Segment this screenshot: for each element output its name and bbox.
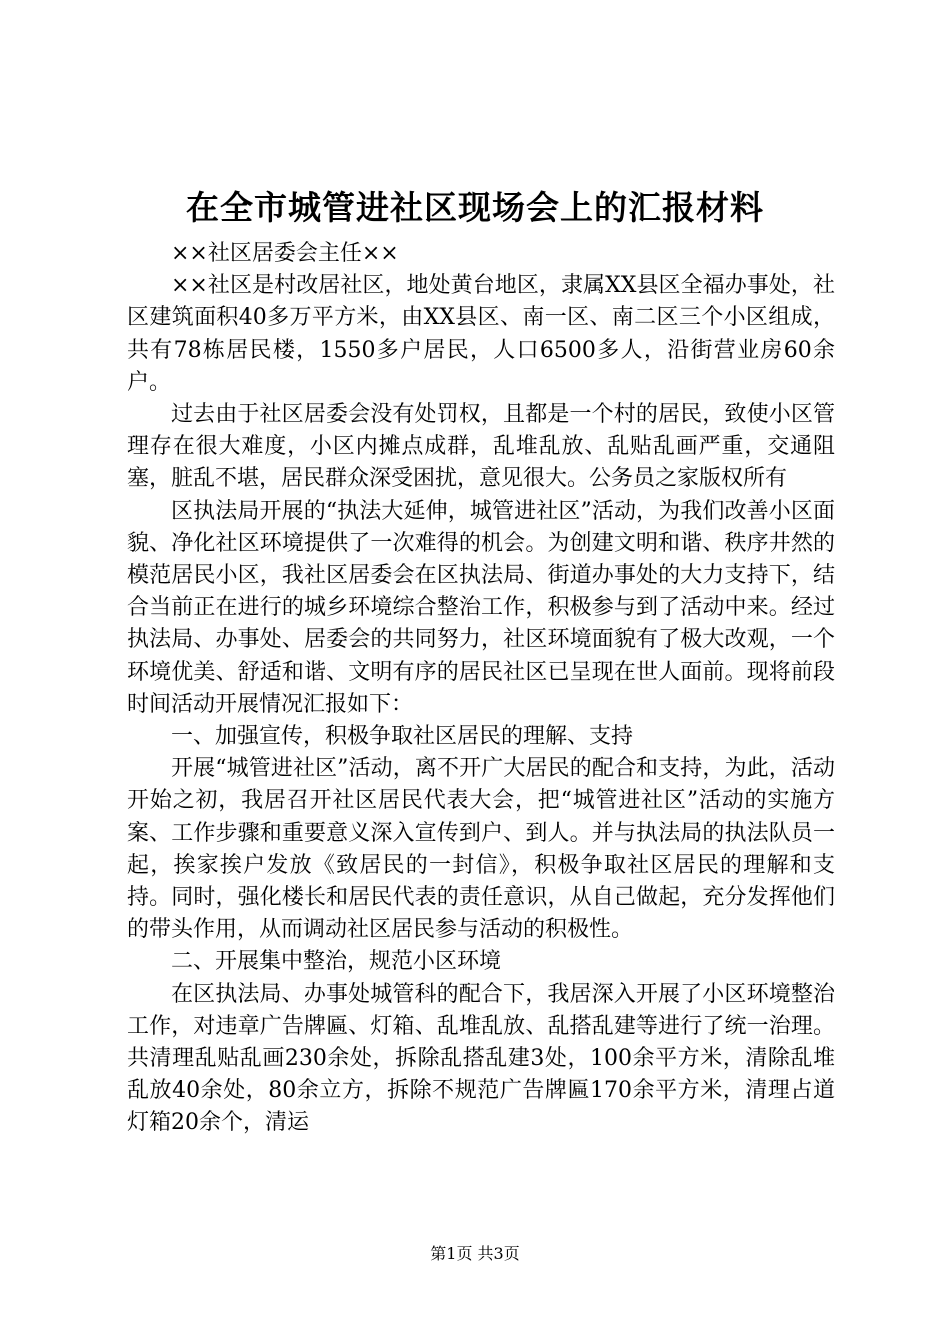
document-title: 在全市城管进社区现场会上的汇报材料 [186,188,764,227]
paragraph: 过去由于社区居委会没有处罚权，且都是一个村的居民，致使小区管理存在很大难度，小区内摊点成群，乱堆乱放、乱贴乱画严重，交通阻塞，脏乱不堪，居民群众深受困扰，意见很大。公务员之家版权所有 [127,402,835,492]
paragraph: 开展“城管进社区”活动，离不开广大居民的配合和支持，为此，活动开始之初，我居召开社区居民代表大会，把“城管进社区”活动的实施方案、工作步骤和重要意义深入宣传到户、到人。并与执法局的执法队员一起，挨家挨户发放《致居民的一封信》，积极争取社区居民的理解和支持。同时，强化楼长和居民代表的责任意识，从自己做起，充分发挥他们的带头作用，从而调动社区居民参与活动的积极性。 [127,756,835,943]
paragraph: 在区执法局、办事处城管科的配合下，我居深入开展了小区环境整治工作，对违章广告牌匾、灯箱、乱堆乱放、乱搭乱建等进行了统一治理。共清理乱贴乱画230余处，拆除乱搭乱建3处，100余平方米，清除乱堆乱放40余处，80余立方，拆除不规范广告牌匾170余平方米，清理占道灯箱20余个，清运 [127,981,835,1136]
section-heading: 一、加强宣传，积极争取社区居民的理解、支持 [171,724,634,750]
author-line: ××社区居委会主任×× [171,241,399,266]
paragraph: 区执法局开展的“执法大延伸，城管进社区”活动，为我们改善小区面貌、净化社区环境提供了一次难得的机会。为创建文明和谐、秩序井然的模范居民小区，我社区居委会在区执法局、街道办事处的大力支持下，结合当前正在进行的城乡环境综合整治工作，积极参与到了活动中来。经过执法局、办事处、居委会的共同努力，社区环境面貌有了极大改观，一个环境优美、舒适和谐、文明有序的居民社区已呈现在世人面前。现将前段时间活动开展情况汇报如下： [127,498,835,717]
paragraph: ××社区是村改居社区，地处黄台地区，隶属XX县区全福办事处，社区建筑面积40多万平方米，由XX县区、南一区、南二区三个小区组成，共有78栋居民楼，1550多户居民，人口6500多人，沿街营业房60余户。 [127,273,835,395]
section-heading: 二、开展集中整治，规范小区环境 [171,949,502,975]
document-body [127,238,835,1140]
page-number-footer: 第1页 共3页 [430,1244,520,1263]
